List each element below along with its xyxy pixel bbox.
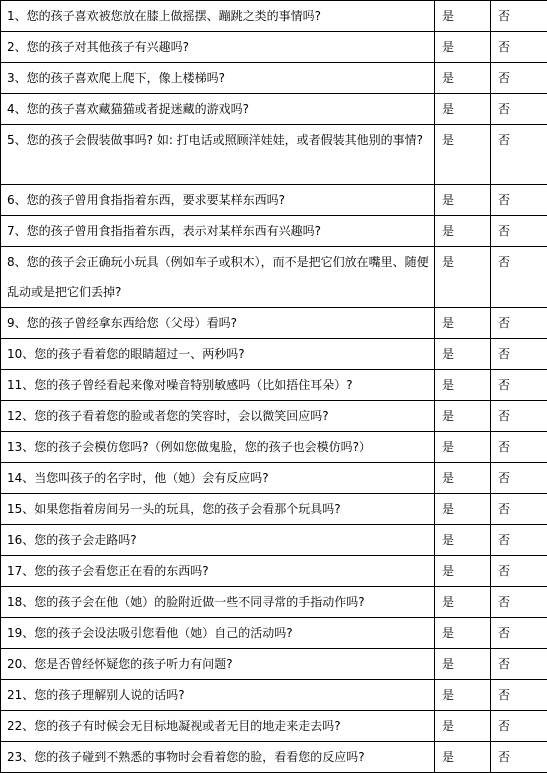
question-cell: [1, 711, 435, 742]
question-text: 14、当您叫孩子的名字时，他（她）会有反应吗?: [7, 463, 430, 493]
answer-yes-option[interactable]: 是: [435, 525, 491, 556]
question-text: 12、您的孩子看着您的脸或者您的笑容时，会以微笑回应吗?: [7, 401, 430, 431]
answer-no-option[interactable]: 否: [491, 525, 547, 556]
answer-no-option[interactable]: 否: [491, 618, 547, 649]
question-cell: [1, 216, 435, 247]
question-row: [1, 401, 547, 432]
question-cell: [1, 308, 435, 339]
answer-yes-option[interactable]: 是: [435, 618, 491, 649]
question-row: [1, 216, 547, 247]
question-text: 10、您的孩子看着您的眼睛超过一、两秒吗?: [7, 339, 430, 369]
question-text: 3、您的孩子喜欢爬上爬下，像上楼梯吗?: [7, 63, 430, 93]
question-cell: [1, 680, 435, 711]
question-row: [1, 463, 547, 494]
question-cell: [1, 125, 435, 185]
question-row: [1, 711, 547, 742]
question-row: [1, 1, 547, 32]
question-cell: [1, 1, 435, 32]
question-row: [1, 94, 547, 125]
question-text: 17、您的孩子会看您正在看的东西吗?: [7, 556, 430, 586]
answer-no-option[interactable]: 否: [491, 680, 547, 711]
question-row: [1, 494, 547, 525]
question-text: 11、您的孩子曾经看起来像对噪音特别敏感吗（比如捂住耳朵）?: [7, 370, 430, 400]
answer-no-option[interactable]: 否: [491, 308, 547, 339]
questionnaire-body: [1, 1, 547, 773]
answer-no-option[interactable]: 否: [491, 711, 547, 742]
question-text: 21、您的孩子理解别人说的话吗?: [7, 680, 430, 710]
question-text: 6、您的孩子曾用食指指着东西，要求要某样东西吗?: [7, 185, 430, 215]
answer-no-option[interactable]: 否: [491, 370, 547, 401]
answer-yes-option[interactable]: 是: [435, 711, 491, 742]
question-text: 16、您的孩子会走路吗?: [7, 525, 430, 555]
answer-yes-option[interactable]: 是: [435, 463, 491, 494]
answer-yes-option[interactable]: 是: [435, 125, 491, 185]
question-text: 22、您的孩子有时候会无目标地凝视或者无目的地走来走去吗?: [7, 711, 430, 741]
question-cell: [1, 618, 435, 649]
question-text: 1、您的孩子喜欢被您放在膝上做摇摆、蹦跳之类的事情吗?: [7, 1, 430, 31]
answer-yes-option[interactable]: 是: [435, 308, 491, 339]
question-cell: [1, 32, 435, 63]
answer-yes-option[interactable]: 是: [435, 247, 491, 308]
question-cell: [1, 525, 435, 556]
question-cell: [1, 556, 435, 587]
answer-no-option[interactable]: 否: [491, 32, 547, 63]
answer-no-option[interactable]: 否: [491, 401, 547, 432]
answer-no-option[interactable]: 否: [491, 742, 547, 773]
question-row: [1, 63, 547, 94]
question-row: [1, 618, 547, 649]
question-cell: [1, 94, 435, 125]
answer-yes-option[interactable]: 是: [435, 649, 491, 680]
answer-no-option[interactable]: 否: [491, 125, 547, 185]
question-row: [1, 525, 547, 556]
question-row: [1, 339, 547, 370]
question-row: [1, 370, 547, 401]
answer-yes-option[interactable]: 是: [435, 680, 491, 711]
question-cell: [1, 185, 435, 216]
answer-yes-option[interactable]: 是: [435, 185, 491, 216]
answer-no-option[interactable]: 否: [491, 556, 547, 587]
answer-yes-option[interactable]: 是: [435, 742, 491, 773]
question-text: 15、如果您指着房间另一头的玩具，您的孩子会看那个玩具吗?: [7, 494, 430, 524]
question-row: [1, 125, 547, 185]
question-text: 8、您的孩子会正确玩小玩具（例如车子或积木），而不是把它们放在嘴里、随便乱动或是把它们丢掉?: [7, 247, 430, 307]
answer-yes-option[interactable]: 是: [435, 432, 491, 463]
answer-no-option[interactable]: 否: [491, 247, 547, 308]
question-row: [1, 308, 547, 339]
answer-yes-option[interactable]: 是: [435, 370, 491, 401]
question-text: 18、您的孩子会在他（她）的脸附近做一些不同寻常的手指动作吗?: [7, 587, 430, 617]
question-cell: [1, 63, 435, 94]
question-cell: [1, 247, 435, 308]
answer-yes-option[interactable]: 是: [435, 216, 491, 247]
question-text: 20、您是否曾经怀疑您的孩子听力有问题?: [7, 649, 430, 679]
answer-no-option[interactable]: 否: [491, 94, 547, 125]
answer-no-option[interactable]: 否: [491, 432, 547, 463]
answer-yes-option[interactable]: 是: [435, 587, 491, 618]
question-row: [1, 742, 547, 773]
question-text: 23、您的孩子碰到不熟悉的事物时会看着您的脸，看看您的反应吗?: [7, 742, 430, 772]
answer-yes-option[interactable]: 是: [435, 32, 491, 63]
answer-no-option[interactable]: 否: [491, 185, 547, 216]
question-cell: [1, 494, 435, 525]
question-cell: [1, 587, 435, 618]
answer-yes-option[interactable]: 是: [435, 339, 491, 370]
question-row: [1, 556, 547, 587]
answer-yes-option[interactable]: 是: [435, 63, 491, 94]
question-text: 9、您的孩子曾经拿东西给您（父母）看吗?: [7, 308, 430, 338]
question-text: 7、您的孩子曾用食指指着东西，表示对某样东西有兴趣吗?: [7, 216, 430, 246]
question-cell: [1, 463, 435, 494]
question-text: 13、您的孩子会模仿您吗?（例如您做鬼脸，您的孩子也会模仿吗?）: [7, 432, 430, 462]
question-text: 19、您的孩子会设法吸引您看他（她）自己的活动吗?: [7, 618, 430, 648]
answer-no-option[interactable]: 否: [491, 494, 547, 525]
answer-no-option[interactable]: 否: [491, 463, 547, 494]
answer-yes-option[interactable]: 是: [435, 94, 491, 125]
question-row: [1, 680, 547, 711]
answer-yes-option[interactable]: 是: [435, 556, 491, 587]
question-cell: [1, 339, 435, 370]
answer-yes-option[interactable]: 是: [435, 1, 491, 32]
question-row: [1, 432, 547, 463]
question-row: [1, 32, 547, 63]
answer-no-option[interactable]: 否: [491, 1, 547, 32]
question-row: [1, 247, 547, 308]
question-cell: [1, 401, 435, 432]
question-cell: [1, 649, 435, 680]
answer-no-option[interactable]: 否: [491, 63, 547, 94]
answer-yes-option[interactable]: 是: [435, 494, 491, 525]
question-text: 5、您的孩子会假装做事吗? 如: 打电话或照顾洋娃娃，或者假装其他别的事情?: [7, 125, 430, 155]
question-cell: [1, 432, 435, 463]
question-cell: [1, 370, 435, 401]
question-text: 4、您的孩子喜欢藏猫猫或者捉迷藏的游戏吗?: [7, 94, 430, 124]
question-text: 2、您的孩子对其他孩子有兴趣吗?: [7, 32, 430, 62]
question-row: [1, 185, 547, 216]
question-row: [1, 587, 547, 618]
question-row: [1, 649, 547, 680]
answer-no-option[interactable]: 否: [491, 339, 547, 370]
answer-no-option[interactable]: 否: [491, 587, 547, 618]
answer-yes-option[interactable]: 是: [435, 401, 491, 432]
answer-no-option[interactable]: 否: [491, 649, 547, 680]
question-cell: [1, 742, 435, 773]
answer-no-option[interactable]: 否: [491, 216, 547, 247]
